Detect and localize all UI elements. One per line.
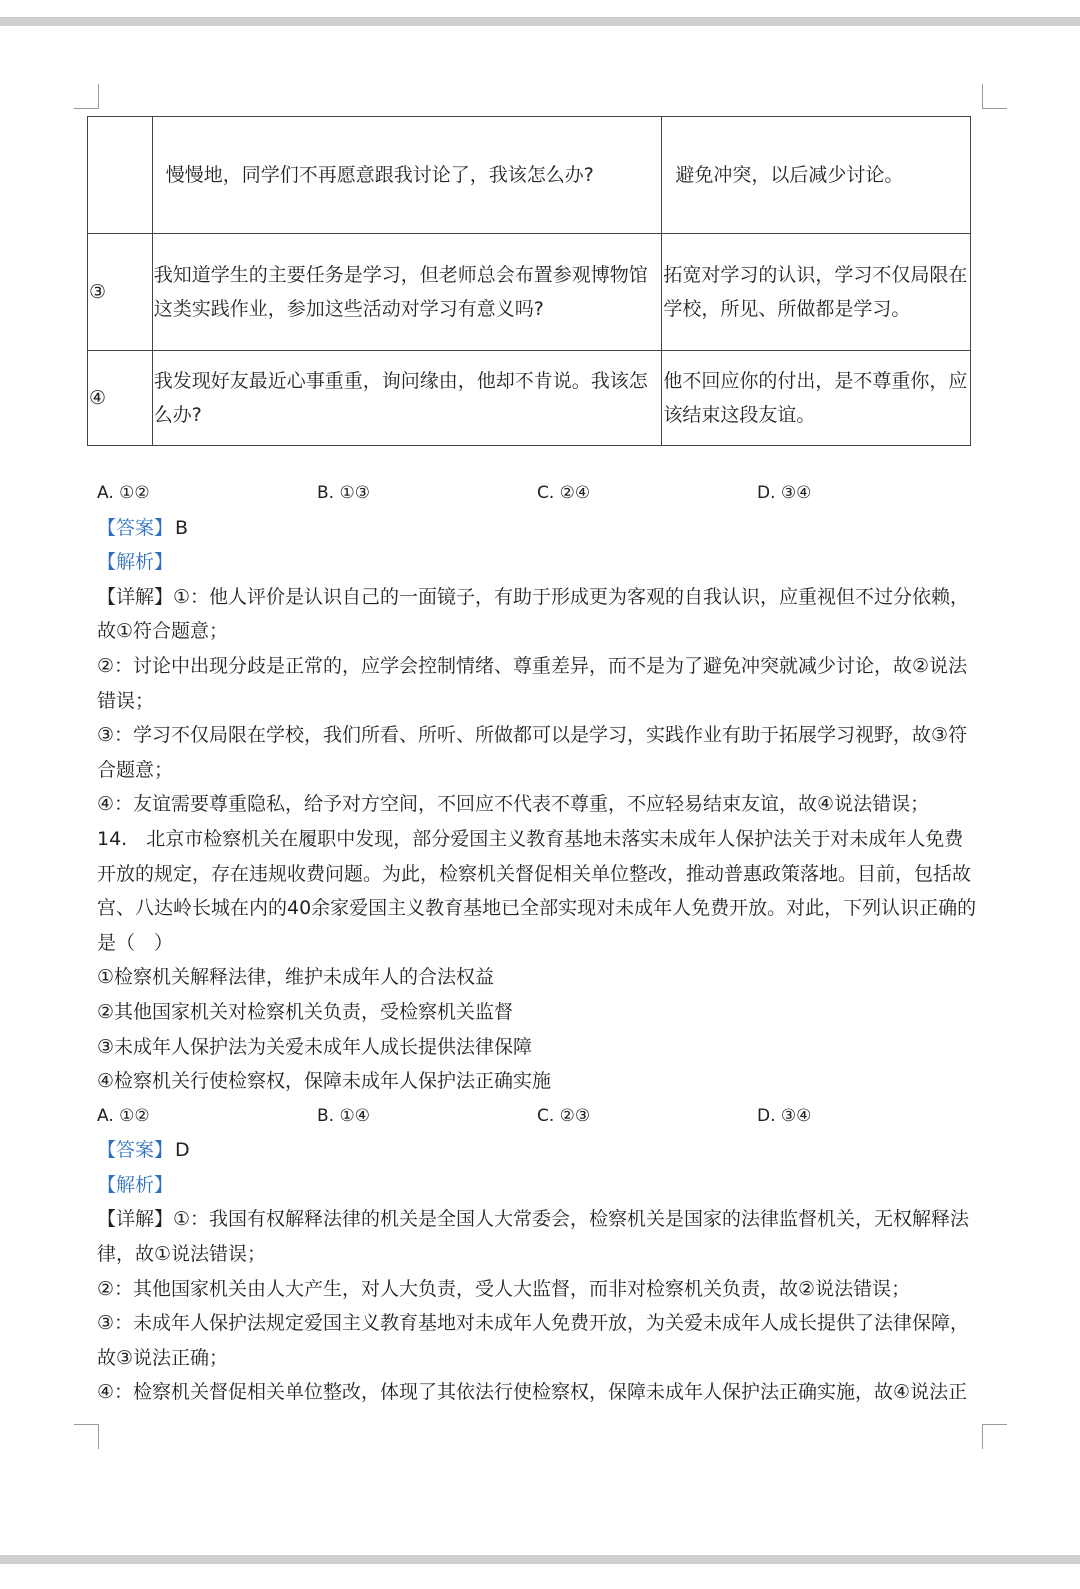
q14-statement-4: ④检察机关行使检察权，保障未成年人保护法正确实施	[97, 1070, 552, 1093]
option-d: D. ③④	[757, 1105, 812, 1126]
q13-detail-3: ③：学习不仅局限在学校，我们所看、所听、所做都可以是学习，实践作业有助于拓展学习视野，故③符合题意；	[97, 724, 968, 781]
row-question: 我发现好友最近心事重重，询问缘由，他却不肯说。我该怎么办?	[152, 351, 662, 446]
row-answer: 拓宽对学习的认识，学习不仅局限在学校，所见、所做都是学习。	[662, 234, 971, 351]
q14-analysis-tag: 【解析】	[97, 1173, 174, 1196]
q14-statement-3: ③未成年人保护法为关爱未成年人成长提供法律保障	[97, 1035, 533, 1058]
option-b: B. ①④	[317, 1105, 370, 1126]
table-row	[88, 234, 971, 351]
q13-detail-4: ④：友谊需要尊重隐私，给予对方空间，不回应不代表不尊重，不应轻易结束友谊，故④说法错误；	[97, 793, 930, 816]
table-row	[88, 117, 971, 234]
answer-value: B	[175, 516, 189, 539]
crop-mark-top-right	[982, 84, 1007, 109]
q14-detail-4: ④：检察机关督促相关单位整改，体现了其依法行使检察权，保障未成年人保护法正确实施，故④说法正	[97, 1381, 968, 1404]
option-a: A. ①②	[97, 1105, 150, 1126]
q13-analysis-tag: 【解析】	[97, 551, 174, 574]
q14-statement-2: ②其他国家机关对检察机关负责，受检察机关监督	[97, 1000, 514, 1023]
answer-value: D	[175, 1139, 190, 1162]
crop-mark-bottom-right	[982, 1424, 1007, 1449]
q13-detail-2: ②：讨论中出现分歧是正常的，应学会控制情绪、尊重差异，而不是为了避免冲突就减少讨论，故②说法错误；	[97, 654, 968, 712]
page-bottom-edge	[0, 1555, 1080, 1564]
row-question: 我知道学生的主要任务是学习，但老师总会布置参观博物馆这类实践作业，参加这些活动对学习有意义吗?	[152, 234, 662, 351]
row-answer-text: 避免冲突，以后减少讨论。	[675, 164, 904, 186]
option-b: B. ①③	[317, 483, 370, 503]
q14-answer	[97, 1133, 977, 1168]
option-a: A. ①②	[97, 483, 150, 503]
row-number: ④	[88, 351, 153, 446]
option-c: C. ②④	[537, 483, 591, 503]
q14-statement-1: ①检察机关解释法律，维护未成年人的合法权益	[97, 966, 495, 989]
option-c: C. ②③	[537, 1105, 591, 1126]
row-answer	[662, 117, 971, 234]
row-question-text: 慢慢地，同学们不再愿意跟我讨论了，我该怎么办?	[165, 164, 594, 186]
q14-options	[97, 1099, 977, 1134]
option-d: D. ③④	[757, 483, 812, 503]
q14-detail-3: ③：未成年人保护法规定爱国主义教育基地对未成年人免费开放，为关爱未成年人成长提供了法律保障，故③说法正确；	[97, 1312, 970, 1369]
q14-detail-2: ②：其他国家机关由人大产生，对人大负责，受人大监督，而非对检察机关负责，故②说法错误；	[97, 1277, 911, 1300]
q14-stem: 14. 北京市检察机关在履职中发现，部分爱国主义教育基地未落实未成年人保护法关于对未成年人免费开放的规定，存在违规收费问题。为此，检察机关督促相关单位整改，推动普惠政策落地。目前，包括故宫、八达岭长城在内的40余家爱国主义教育基地已全部实现对未成年人免费开放。对此，下列认识正确的是（ ）	[97, 827, 977, 954]
row-number	[88, 117, 153, 234]
row-question	[152, 117, 662, 234]
page-top-edge	[0, 17, 1080, 26]
question-table	[87, 116, 971, 446]
crop-mark-top-left	[74, 84, 99, 109]
q13-detail-1: 【详解】①：他人评价是认识自己的一面镜子，有助于形成更为客观的自我认识，应重视但不过分依赖，故①符合题意；	[97, 585, 970, 643]
row-number: ③	[88, 234, 153, 351]
table-row	[88, 351, 971, 446]
q13-options	[97, 476, 977, 511]
answer-tag: 【答案】	[97, 516, 174, 539]
q13-answer	[97, 511, 977, 546]
answer-tag: 【答案】	[97, 1139, 174, 1162]
crop-mark-bottom-left	[74, 1424, 99, 1449]
q14-detail-1: 【详解】①：我国有权解释法律的机关是全国人大常委会，检察机关是国家的法律监督机关，无权解释法律，故①说法错误；	[97, 1208, 970, 1266]
row-answer: 他不回应你的付出，是不尊重你，应该结束这段友谊。	[662, 351, 971, 446]
document-body	[97, 476, 977, 1410]
